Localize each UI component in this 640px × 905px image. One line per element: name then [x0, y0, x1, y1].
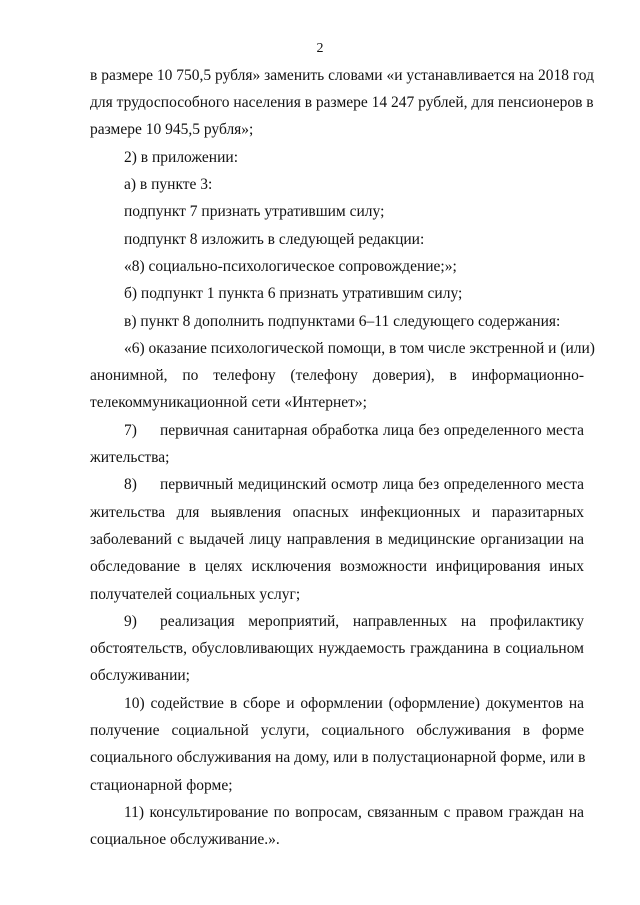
- text-line: 11) консультирование по вопросам, связанным с правом граждан на: [124, 804, 584, 821]
- text-line: стационарной форме;: [90, 777, 233, 794]
- text-line: обстоятельств, обусловливающих нуждаемость гражданина в социальном: [90, 640, 584, 657]
- item-number: 8): [124, 476, 137, 493]
- text-line: подпункт 7 признать утратившим силу;: [124, 203, 385, 220]
- text-line: а) в пункте 3:: [124, 176, 213, 193]
- text-line: в размере 10 750,5 рубля» заменить словами «и устанавливается на 2018 год: [90, 67, 594, 84]
- text-line: анонимной, по телефону (телефону доверия), в информационно-: [90, 367, 584, 384]
- text-line: получение социальной услуги, социального обслуживания в форме: [90, 722, 584, 739]
- text-line: заболеваний с выдачей лицу направления в медицинские организации на: [90, 531, 584, 548]
- text-line: жительства для выявления опасных инфекционных и паразитарных: [90, 504, 584, 521]
- text-line: 2) в приложении:: [124, 149, 238, 166]
- page-number: 2: [316, 41, 324, 56]
- text-line: размере 10 945,5 рубля»;: [90, 121, 254, 138]
- item-number: 9): [124, 613, 137, 630]
- text-line: в) пункт 8 дополнить подпунктами 6–11 следующего содержания:: [124, 313, 561, 330]
- text-line: для трудоспособного населения в размере 14 247 рублей, для пенсионеров в: [90, 94, 594, 111]
- item-number: 7): [124, 422, 137, 439]
- text-line: жительства;: [90, 449, 170, 466]
- text-line: первичная санитарная обработка лица без определенного места: [160, 422, 584, 439]
- text-line: обслуживании;: [90, 667, 190, 684]
- text-line: реализация мероприятий, направленных на профилактику: [160, 613, 584, 630]
- text-line: «8) социально-психологическое сопровождение;»;: [124, 258, 457, 275]
- text-line: «6) оказание психологической помощи, в том числе экстренной и (или): [124, 340, 595, 357]
- text-line: первичный медицинский осмотр лица без определенного места: [160, 476, 584, 493]
- text-line: социального обслуживания на дому, или в полустационарной форме, или в: [90, 749, 586, 766]
- text-line: 10) содействие в сборе и оформлении (оформление) документов на: [124, 695, 584, 712]
- text-line: получателей социальных услуг;: [90, 586, 301, 603]
- text-line: подпункт 8 изложить в следующей редакции:: [124, 231, 425, 248]
- text-line: социальное обслуживание.».: [90, 831, 280, 848]
- text-line: б) подпункт 1 пункта 6 признать утратившим силу;: [124, 285, 463, 302]
- text-line: телекоммуникационной сети «Интернет»;: [90, 394, 367, 411]
- text-line: обследование в целях исключения возможности инфицирования иных: [90, 558, 584, 575]
